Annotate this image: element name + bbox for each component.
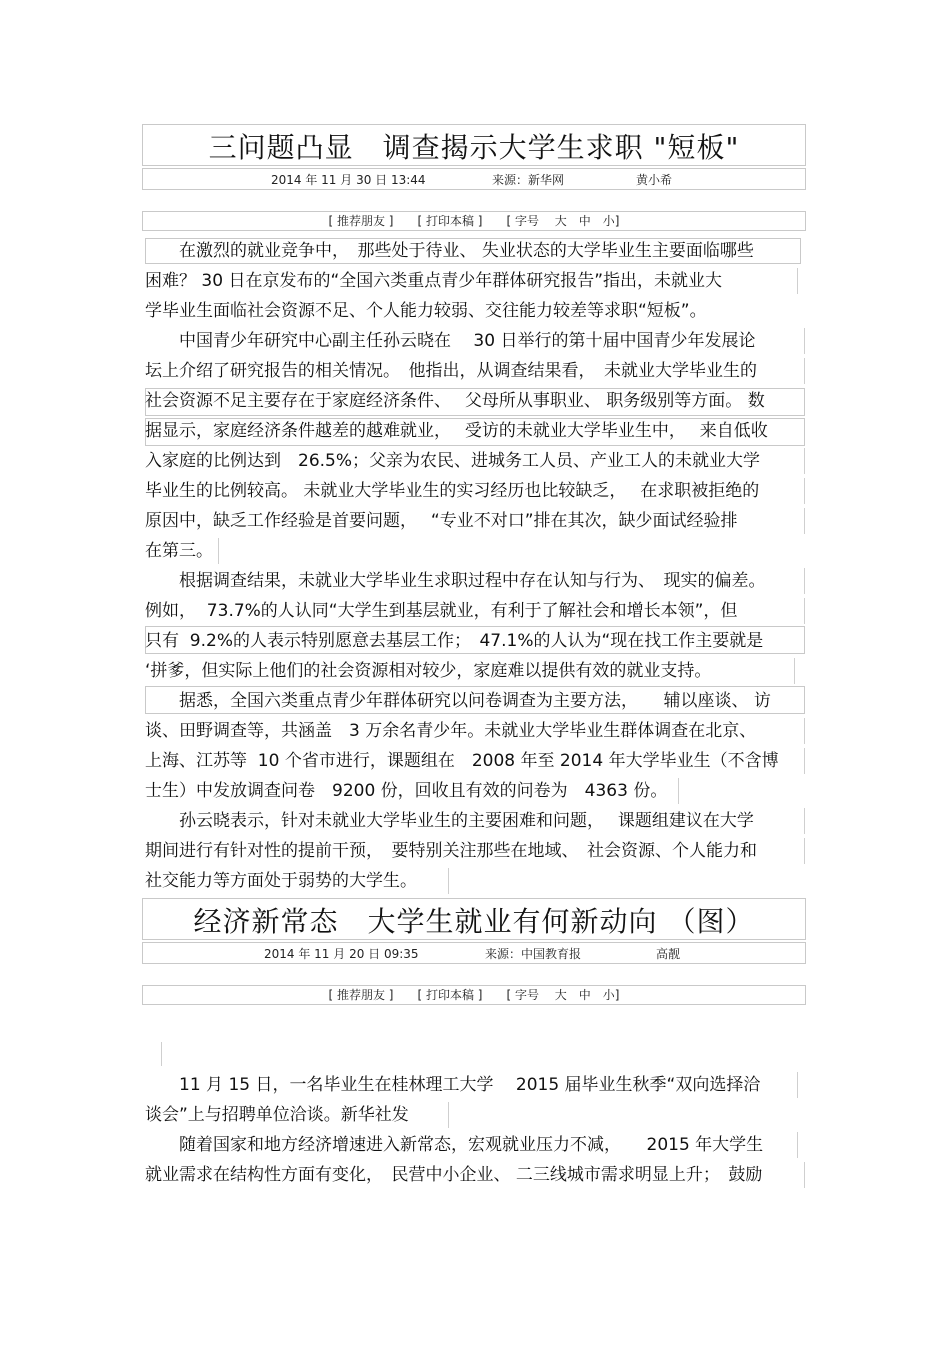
divider <box>797 1132 798 1158</box>
divider <box>804 508 805 534</box>
divider <box>804 838 805 864</box>
paragraph-line: 谈会”上与招聘单位洽谈。新华社发 <box>145 1105 409 1125</box>
paragraph-line: 随着国家和地方经济增速进入新常态，宏观就业压力不减， 2015 年大学生 <box>145 1135 764 1155</box>
paragraph-line: ‘拼爹，但实际上他们的社会资源相对较少，家庭难以提供有效的就业支持。 <box>145 661 712 681</box>
paragraph-line: 期间进行有针对性的提前干预， 要特别关注那些在地域、 社会资源、个人能力和 <box>145 841 757 861</box>
paragraph-line: 中国青少年研究中心副主任孙云晓在 30 日举行的第十届中国青少年发展论 <box>145 331 756 351</box>
paragraph-line: 谈、田野调查等，共涵盖 3 万余名青少年。未就业大学毕业生群体调查在北京、 <box>145 721 757 741</box>
paragraph-line: 根据调查结果，未就业大学毕业生求职过程中存在认知与行为、 现实的偏差。 <box>145 571 766 591</box>
paragraph-line: 11 月 15 日，一名毕业生在桂林理工大学 2015 届毕业生秋季“双向选择洽 <box>145 1075 761 1095</box>
image-placeholder-edge <box>161 1042 162 1066</box>
article-date: 2014 年 11 月 30 日 13:44 <box>271 173 426 187</box>
article-title: 经济新常态 大学生就业有何新动向 （图） <box>193 905 755 938</box>
paragraph-line: 学毕业生面临社会资源不足、个人能力较弱、交往能力较差等求职“短板”。 <box>145 301 707 321</box>
article-title: 三问题凸显 调查揭示大学生求职 "短板" <box>208 131 740 164</box>
article-tools[interactable]: [ 推荐朋友 ] [ 打印本稿 ] [ 字号 大 中 小] <box>328 214 620 228</box>
divider <box>448 1102 449 1128</box>
divider <box>804 358 805 384</box>
article-author: 高靓 <box>656 947 681 961</box>
article-source: 来源：新华网 <box>492 173 565 187</box>
article-source: 来源：中国教育报 <box>485 947 582 961</box>
paragraph-line: 孙云晓表示，针对未就业大学毕业生的主要困难和问题， 课题组建议在大学 <box>145 811 754 831</box>
divider <box>804 808 805 834</box>
paragraph-line: 困难？ 30 日在京发布的“全国六类重点青少年群体研究报告”指出，未就业大 <box>145 271 723 291</box>
paragraph-line: 士生）中发放调查问卷 9200 份，回收且有效的问卷为 4363 份。 <box>145 781 668 801</box>
article-tools[interactable]: [ 推荐朋友 ] [ 打印本稿 ] [ 字号 大 中 小] <box>328 988 620 1002</box>
divider <box>678 778 679 804</box>
paragraph-line: 在第三。 <box>145 541 213 561</box>
divider <box>797 268 798 294</box>
divider <box>448 868 449 894</box>
paragraph-line: 据悉，全国六类重点青少年群体研究以问卷调查为主要方法， 辅以座谈、 访 <box>145 691 771 711</box>
paragraph-line: 坛上介绍了研究报告的相关情况。 他指出，从调查结果看， 未就业大学毕业生的 <box>145 361 757 381</box>
divider <box>218 538 219 564</box>
divider <box>794 658 795 684</box>
paragraph-line: 只有 9.2%的人表示特别愿意去基层工作； 47.1%的人认为“现在找工作主要就是 <box>145 631 764 651</box>
paragraph-line: 例如， 73.7%的人认同“大学生到基层就业，有利于了解社会和增长本领”，但 <box>145 601 738 621</box>
paragraph-line: 上海、江苏等 10 个省市进行，课题组在 2008 年至 2014 年大学毕业生（不含博 <box>145 751 779 771</box>
paragraph-line: 据显示，家庭经济条件越差的越难就业， 受访的未就业大学毕业生中， 来自低收 <box>145 421 768 441</box>
meta-frame-2 <box>142 942 806 964</box>
divider <box>804 478 805 504</box>
divider <box>804 748 805 774</box>
paragraph-line: 就业需求在结构性方面有变化， 民营中小企业、 二三线城市需求明显上升； 鼓励 <box>145 1165 763 1185</box>
divider <box>804 568 805 594</box>
paragraph-line: 入家庭的比例达到 26.5%；父亲为农民、进城务工人员、产业工人的未就业大学 <box>145 451 761 471</box>
article-date: 2014 年 11 月 20 日 09:35 <box>264 947 419 961</box>
paragraph-line: 社交能力等方面处于弱势的大学生。 <box>145 871 417 891</box>
divider <box>804 598 805 624</box>
paragraph-line: 社会资源不足主要存在于家庭经济条件、 父母所从事职业、 职务级别等方面。 数 <box>145 391 765 411</box>
paragraph-line: 在激烈的就业竞争中， 那些处于待业、 失业状态的大学毕业生主要面临哪些 <box>145 241 754 261</box>
divider <box>804 448 805 474</box>
divider <box>804 328 805 354</box>
meta-frame-1 <box>142 168 806 190</box>
paragraph-line: 毕业生的比例较高。 未就业大学毕业生的实习经历也比较缺乏， 在求职被拒绝的 <box>145 481 760 501</box>
paragraph-line: 原因中，缺乏工作经验是首要问题， “专业不对口”排在其次，缺少面试经验排 <box>145 511 738 531</box>
divider <box>804 718 805 744</box>
divider <box>797 1072 798 1098</box>
divider <box>804 1162 805 1188</box>
article-author: 黄小希 <box>636 173 673 187</box>
